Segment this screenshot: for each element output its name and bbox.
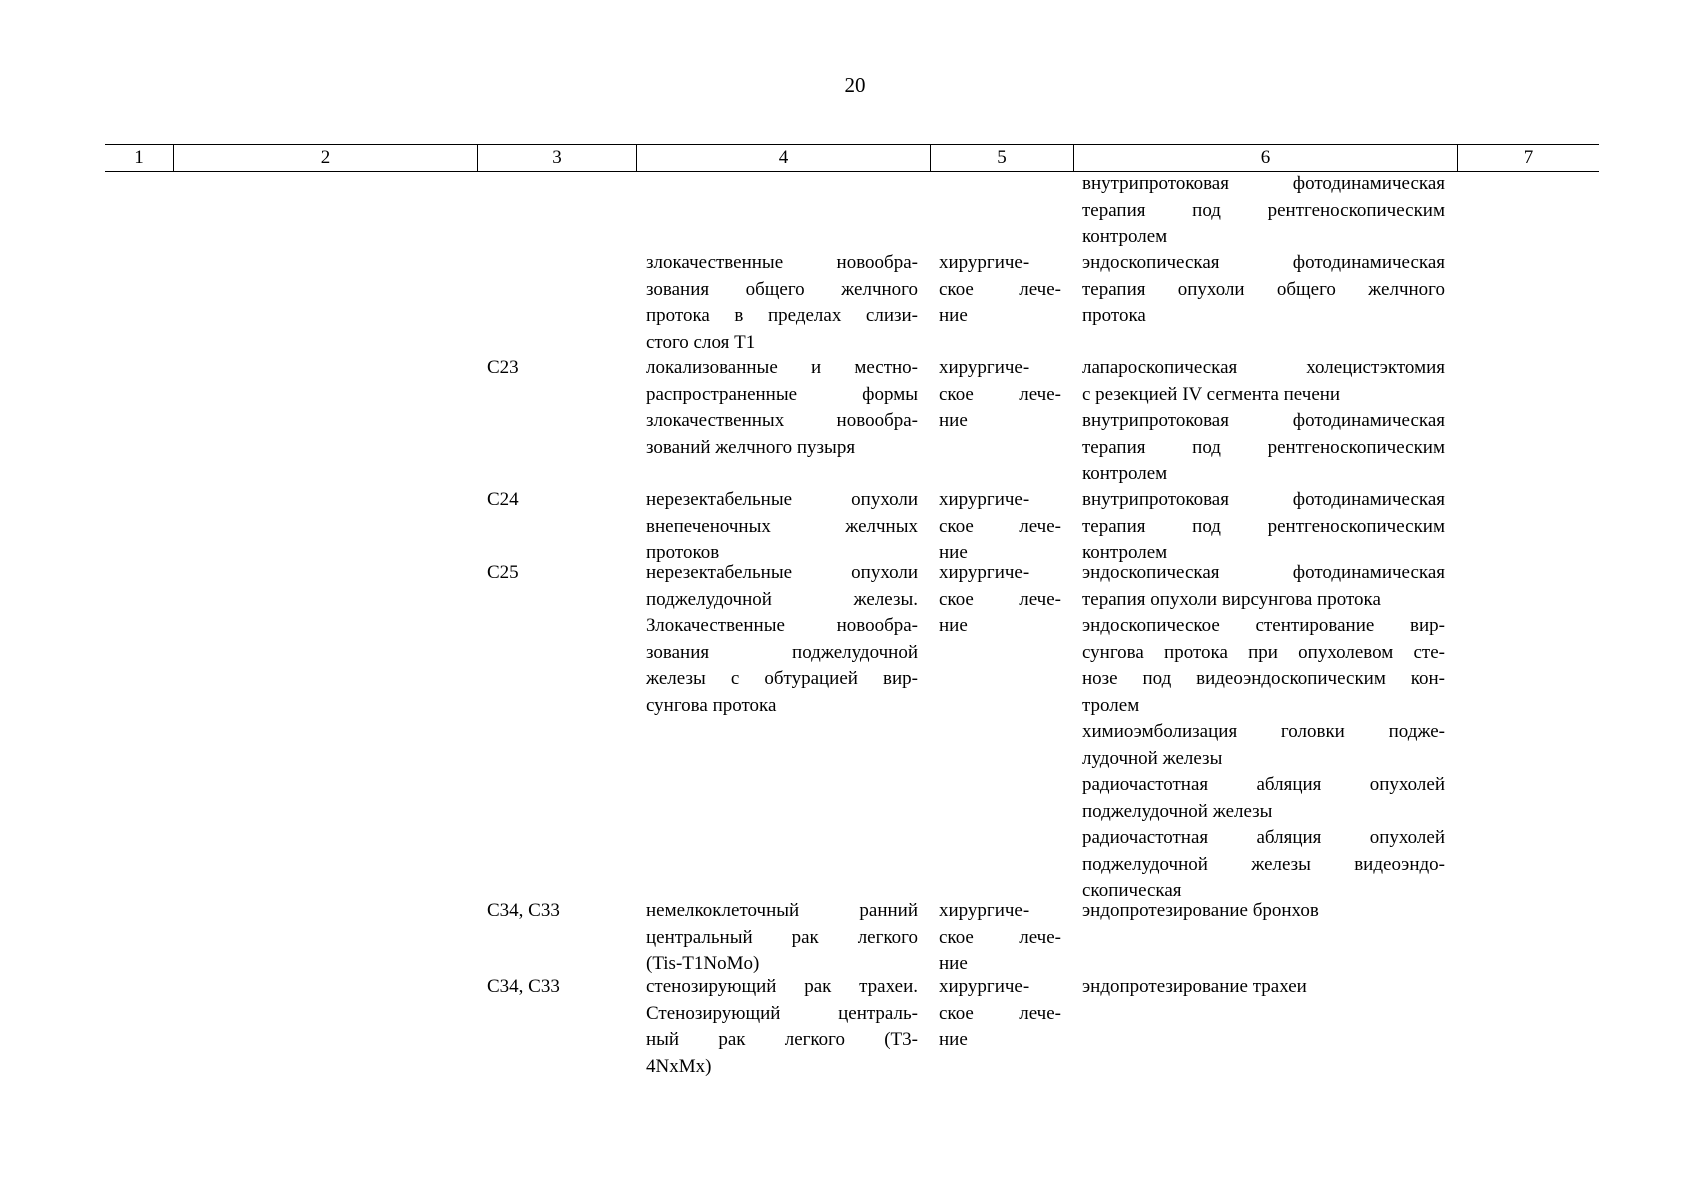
method-line: терапия опухоли вирсунгова протока: [1082, 588, 1381, 610]
cell-method: [1082, 898, 1445, 925]
method-line: скопическая: [1082, 880, 1182, 901]
cell-code: C24: [487, 489, 519, 510]
cell-treatment: [939, 355, 1061, 435]
method-line: контролем: [1082, 463, 1168, 484]
header-col-2: 2: [173, 145, 477, 171]
method-line: эндоскопическая фотодинамическая: [1082, 252, 1445, 273]
method-line: терапия под рентгеноскопическим: [1082, 515, 1445, 537]
header-col-3: 3: [477, 145, 636, 171]
treatment-line: ское лече-: [939, 383, 1061, 405]
diagnosis-line: (Tis-T1NoMo): [646, 953, 760, 974]
header-col-6: 6: [1073, 145, 1457, 171]
diagnosis-line: Стенозирующий централь-: [646, 1002, 918, 1024]
diagnosis-line: распространенные формы: [646, 383, 918, 405]
cell-code: C25: [487, 562, 519, 583]
cell-diagnosis: [646, 250, 918, 356]
treatment-line: хирургиче-: [939, 357, 1030, 378]
treatment-line: ское лече-: [939, 278, 1061, 300]
cell-diagnosis: [646, 487, 918, 567]
method-line: нозе под видеоэндоскопическим кон-: [1082, 668, 1445, 689]
diagnosis-line: протока в пределах слизи-: [646, 305, 918, 326]
cell-method: [1082, 355, 1445, 488]
method-line: внутрипротоковая фотодинамическая: [1082, 489, 1445, 510]
treatment-line: хирургиче-: [939, 562, 1030, 583]
diagnosis-line: зования общего желчного: [646, 278, 918, 300]
diagnosis-line: 4NxMx): [646, 1055, 712, 1077]
cell-diagnosis: [646, 355, 918, 461]
cell-method: [1082, 487, 1445, 567]
diagnosis-line: зования поджелудочной: [646, 641, 918, 663]
treatment-line: хирургиче-: [939, 976, 1030, 997]
treatment-line: ние: [939, 1029, 968, 1050]
diagnosis-line: центральный рак легкого: [646, 926, 918, 948]
cell-diagnosis: [646, 898, 918, 978]
page-number: 20: [844, 73, 866, 97]
treatment-line: ние: [939, 953, 968, 974]
method-line: тролем: [1082, 694, 1140, 716]
diagnosis-line: нерезектабельные опухоли: [646, 489, 918, 510]
method-line: поджелудочной железы видеоэндо-: [1082, 853, 1445, 875]
method-line: терапия опухоли общего желчного: [1082, 278, 1445, 300]
cell-code: C34, C33: [487, 900, 560, 921]
diagnosis-line: поджелудочной железы.: [646, 588, 918, 610]
diagnosis-line: Злокачественные новообра-: [646, 615, 918, 636]
diagnosis-line: железы с обтурацией вир-: [646, 668, 918, 689]
method-line: с резекцией IV сегмента печени: [1082, 383, 1341, 405]
treatment-line: ние: [939, 410, 968, 431]
treatment-line: хирургиче-: [939, 252, 1030, 273]
method-line: эндопротезирование бронхов: [1082, 900, 1319, 921]
cell-treatment: [939, 487, 1061, 567]
diagnosis-line: немелкоклеточный ранний: [646, 900, 918, 921]
method-line: внутрипротоковая фотодинамическая: [1082, 173, 1445, 194]
method-line: эндоскопическое стентирование вир-: [1082, 615, 1445, 636]
method-line: внутрипротоковая фотодинамическая: [1082, 410, 1445, 431]
method-line: эндоскопическая фотодинамическая: [1082, 562, 1445, 583]
treatment-line: ние: [939, 542, 968, 563]
diagnosis-line: нерезектабельные опухоли: [646, 562, 918, 583]
cell-code: C34, C33: [487, 976, 560, 997]
treatment-line: хирургиче-: [939, 900, 1030, 921]
diagnosis-line: локализованные и местно-: [646, 357, 918, 378]
table-header-row: [105, 144, 1599, 172]
cell-method: [1082, 560, 1445, 905]
diagnosis-line: злокачественных новообра-: [646, 410, 918, 431]
cell-diagnosis: [646, 560, 918, 719]
treatment-line: ние: [939, 615, 968, 636]
cell-method: [1082, 171, 1445, 251]
header-col-7: 7: [1457, 145, 1599, 171]
diagnosis-line: ный рак легкого (Т3-: [646, 1029, 918, 1050]
cell-diagnosis: [646, 974, 918, 1080]
method-line: эндопротезирование трахеи: [1082, 976, 1307, 997]
cell-treatment: [939, 250, 1061, 330]
diagnosis-line: зований желчного пузыря: [646, 436, 856, 458]
method-line: химиоэмболизация головки подже-: [1082, 721, 1445, 742]
cell-treatment: [939, 898, 1061, 978]
header-col-1: 1: [134, 147, 144, 168]
method-line: лапароскопическая холецистэктомия: [1082, 357, 1445, 378]
method-line: контролем: [1082, 542, 1168, 563]
diagnosis-line: стенозирующий рак трахеи.: [646, 976, 918, 997]
method-line: сунгова протока при опухолевом сте-: [1082, 641, 1445, 663]
diagnosis-line: протоков: [646, 542, 720, 563]
header-col-5: 5: [930, 145, 1073, 171]
method-line: терапия под рентгеноскопическим: [1082, 199, 1445, 221]
cell-treatment: [939, 974, 1061, 1054]
treatment-line: ское лече-: [939, 588, 1061, 610]
header-col-4: 4: [636, 145, 930, 171]
method-line: радиочастотная абляция опухолей: [1082, 774, 1445, 795]
diagnosis-line: злокачественные новообра-: [646, 252, 918, 273]
treatment-line: ское лече-: [939, 515, 1061, 537]
method-line: поджелудочной железы: [1082, 800, 1273, 822]
cell-method: [1082, 250, 1445, 330]
treatment-line: ское лече-: [939, 1002, 1061, 1024]
cell-code: C23: [487, 357, 519, 378]
treatment-line: ние: [939, 305, 968, 326]
cell-treatment: [939, 560, 1061, 640]
method-line: протока: [1082, 305, 1146, 326]
method-line: радиочастотная абляция опухолей: [1082, 827, 1445, 848]
method-line: контролем: [1082, 226, 1168, 247]
diagnosis-line: сунгова протока: [646, 694, 777, 716]
diagnosis-line: стого слоя Т1: [646, 331, 756, 353]
treatment-line: ское лече-: [939, 926, 1061, 948]
method-line: терапия под рентгеноскопическим: [1082, 436, 1445, 458]
cell-method: [1082, 974, 1445, 1001]
method-line: лудочной железы: [1082, 747, 1223, 769]
diagnosis-line: внепеченочных желчных: [646, 515, 918, 537]
treatment-line: хирургиче-: [939, 489, 1030, 510]
